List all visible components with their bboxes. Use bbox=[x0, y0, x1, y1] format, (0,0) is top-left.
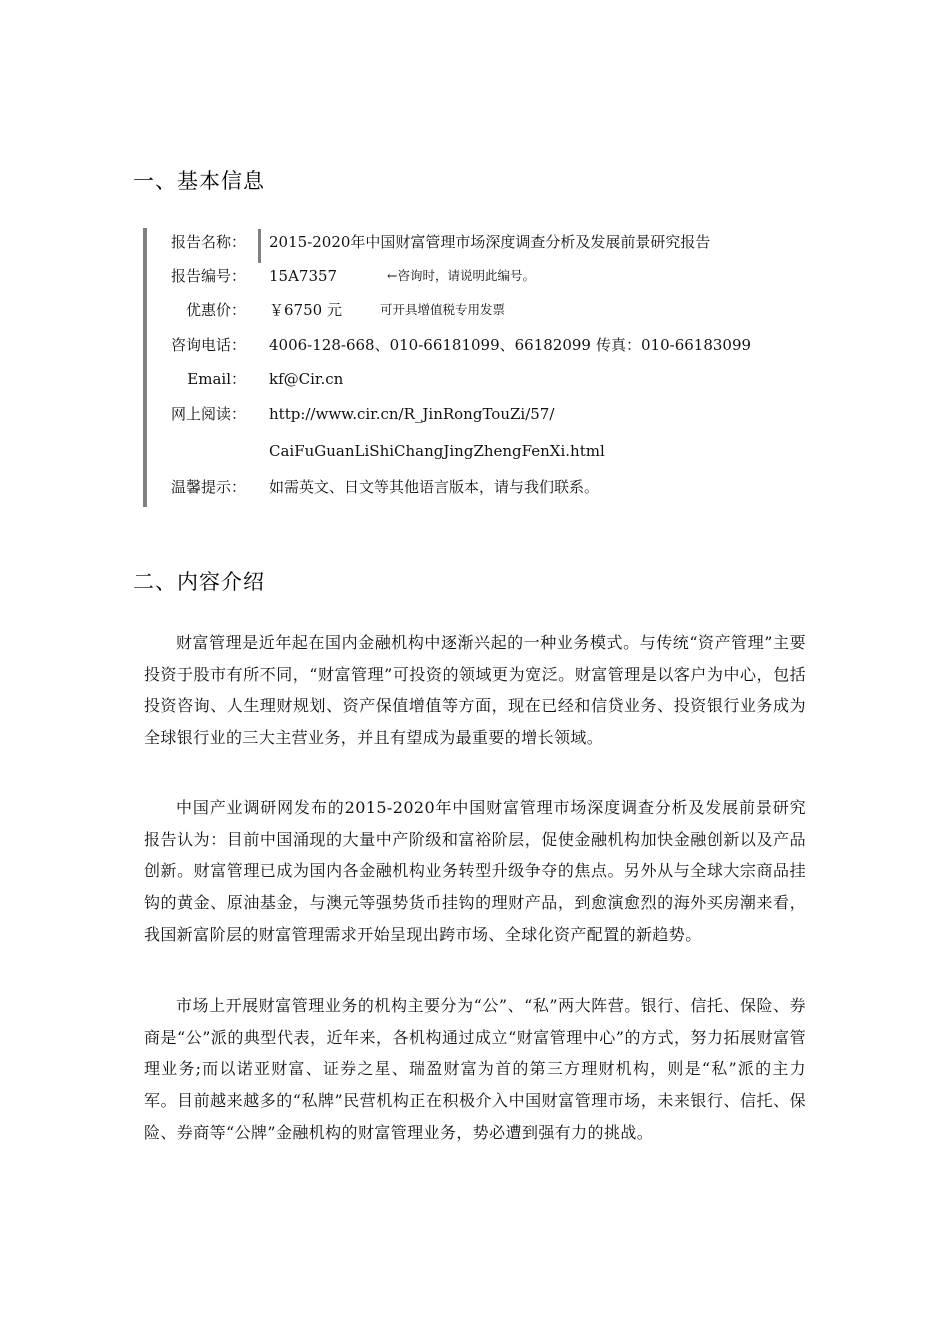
paragraph-1: 财富管理是近年起在国内金融机构中逐渐兴起的一种业务模式。与传统“资产管理”主要投资于股市有所不同，“财富管理”可投资的领域更为宽泛。财富管理是以客户为中心，包括投资咨询、人生理财规划、资产保值增值等方面，现在已经和信贷业务、投资银行业务成为全球银行业的三大主营业务，并且有望成为最重要的增长领域。 bbox=[144, 633, 806, 748]
code-note: ←咨询时，请说明此编号。 bbox=[387, 268, 535, 283]
tip-value: 如需英文、日文等其他语言版本，请与我们联系。 bbox=[269, 478, 600, 496]
email-label: Email： bbox=[187, 370, 246, 388]
price-note: 可开具增值税专用发票 bbox=[380, 302, 506, 317]
code-label: 报告编号： bbox=[170, 267, 246, 285]
web-label: 网上阅读： bbox=[170, 405, 246, 423]
phone-label: 咨询电话： bbox=[170, 336, 246, 354]
code-value: 15A7357 bbox=[269, 267, 338, 285]
section-title-content-intro: 二、内容介绍 bbox=[133, 570, 265, 594]
web-link-line1[interactable]: http://www.cir.cn/R_JinRongTouZi/57/ bbox=[269, 405, 555, 423]
price-value: ￥6750 元 bbox=[269, 301, 342, 319]
price-label: 优惠价： bbox=[185, 301, 246, 319]
fax-value: 传真：010-66183099 bbox=[596, 336, 752, 354]
web-link-line2[interactable]: CaiFuGuanLiShiChangJingZhengFenXi.html bbox=[269, 442, 605, 460]
paragraph-2: 中国产业调研网发布的2015-2020年中国财富管理市场深度调查分析及发展前景研究报告认为：目前中国涌现的大量中产阶级和富裕阶层，促使金融机构加快金融创新以及产品创新。财富管理已成为国内各金融机构业务转型升级争夺的焦点。另外从与全球大宗商品挂钩的黄金、原油基金，与澳元等强势货币挂钩的理财产品，到愈演愈烈的海外买房潮来看，我国新富阶层的财富管理需求开始呈现出跨市场、全球化资产配置的新趋势。 bbox=[144, 798, 806, 944]
phone-value: 4006-128-668、010-66181099、66182099 bbox=[269, 336, 591, 354]
name-value: 2015-2020年中国财富管理市场深度调查分析及发展前景研究报告 bbox=[269, 233, 711, 251]
section-title-basic-info: 一、基本信息 bbox=[133, 169, 265, 193]
name-value-bar bbox=[258, 229, 261, 263]
info-left-bar bbox=[143, 228, 147, 507]
tip-label: 温馨提示： bbox=[170, 478, 246, 496]
paragraph-3: 市场上开展财富管理业务的机构主要分为“公”、“私”两大阵营。银行、信托、保险、券商是“公”派的典型代表，近年来，各机构通过成立“财富管理中心”的方式，努力拓展财富管理业务;而以诺亚财富、证券之星、瑞盈财富为首的第三方理财机构，则是“私”派的主力军。目前越来越多的“私牌”民营机构正在积极介入中国财富管理市场，未来银行、信托、保险、券商等“公牌”金融机构的财富管理业务，势必遭到强有力的挑战。 bbox=[144, 996, 806, 1142]
email-value[interactable]: kf@Cir.cn bbox=[269, 370, 344, 388]
name-label: 报告名称： bbox=[170, 233, 246, 251]
